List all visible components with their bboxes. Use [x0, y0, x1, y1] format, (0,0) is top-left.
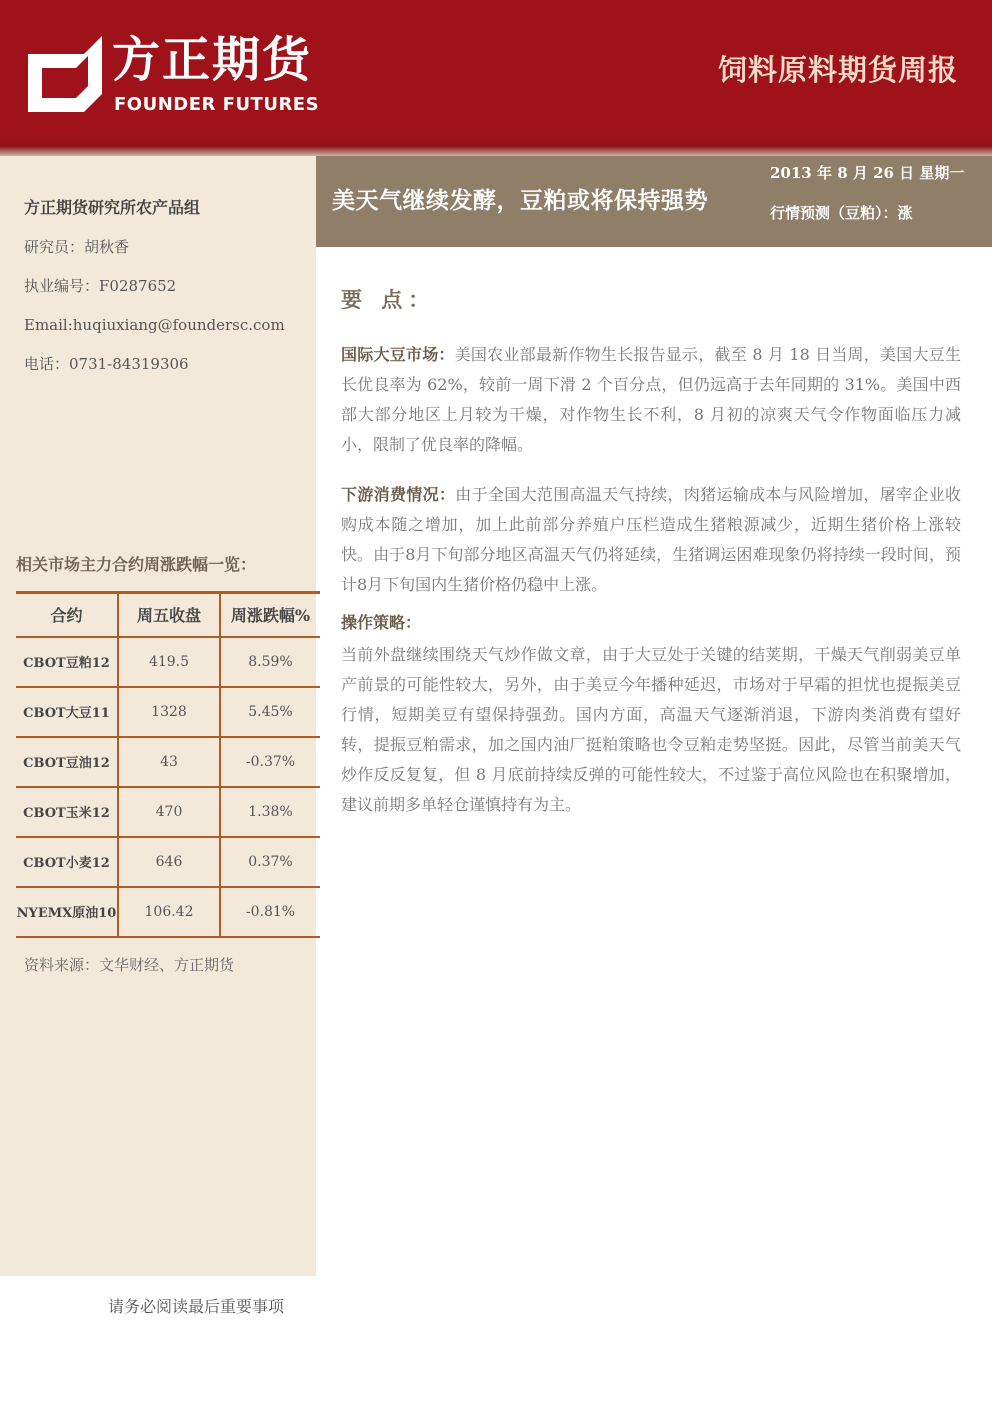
analyst-info [24, 196, 285, 391]
downstream-text: 由于全国大范围高温天气持续，肉猪运输成本与风险增加，屠宰企业收购成本随之增加，加上此前部分养殖户压栏造成生猪粮源减少，近期生猪价格上涨较快。由于8月下旬部分地区高温天气仍将延续，生猪调运困难现象仍将持续一段时间，预计8月下旬国内生猪价格仍稳中上涨。 [341, 485, 961, 594]
quotes-table [16, 591, 320, 938]
soybean-market-text: 美国农业部最新作物生长报告显示，截至 8 月 18 日当周，美国大豆生长优良率为 62%，较前一周下滑 2 个百分点，但仍远高于去年同期的 31%。美国中西部大部分地区上月较为干燥，对作物生长不利，8 月初的凉爽天气令作物面临压力减小，限制了优良率的降幅。 [341, 345, 961, 454]
close-price: 470 [118, 787, 220, 837]
close-price: 43 [118, 737, 220, 787]
founder-logo-icon [28, 36, 102, 112]
contract-name: CBOT大豆11 [16, 687, 118, 737]
analyst-name: 研究员：胡秋香 [24, 238, 130, 256]
main-content [341, 284, 961, 840]
contract-name: CBOT豆油12 [16, 737, 118, 787]
close-price: 106.42 [118, 887, 220, 937]
logo-english-name: FOUNDER FUTURES [114, 94, 320, 115]
market-forecast: 行情预测（豆粕）：涨 [770, 204, 913, 222]
close-price: 646 [118, 837, 220, 887]
column-header-change: 周涨跌幅% [220, 593, 320, 637]
table-row [16, 687, 320, 737]
contract-name: CBOT小麦12 [16, 837, 118, 887]
org-name: 方正期货研究所农产品组 [24, 198, 201, 217]
table-row [16, 837, 320, 887]
contract-name: CBOT玉米12 [16, 787, 118, 837]
email-address[interactable]: Email:huqiuxiang@foundersc.com [24, 316, 285, 334]
data-source: 资料来源：文华财经、方正期货 [24, 956, 235, 974]
phone-number: 电话：0731-84319306 [24, 355, 189, 373]
report-header [0, 0, 992, 156]
table-row [16, 637, 320, 687]
weekly-change: 1.38% [220, 787, 320, 837]
license-number: 执业编号：F0287652 [24, 277, 177, 295]
column-header-close: 周五收盘 [118, 593, 220, 637]
disclaimer-notice: 请务必阅读最后重要事项 [108, 1297, 285, 1316]
close-price: 419.5 [118, 637, 220, 687]
downstream-paragraph [341, 480, 961, 600]
soybean-market-paragraph [341, 340, 961, 460]
table-row [16, 737, 320, 787]
report-date: 2013 年 8 月 26 日 星期一 [770, 164, 965, 182]
report-name: 饲料原料期货周报 [717, 53, 958, 87]
table-row [16, 887, 320, 937]
weekly-change: 5.45% [220, 687, 320, 737]
title-bar [316, 156, 992, 247]
key-points-heading: 要 点： [341, 287, 436, 312]
strategy-heading: 操作策略： [341, 613, 422, 632]
table-header-row [16, 593, 320, 637]
header-divider [0, 146, 992, 156]
weekly-change: -0.81% [220, 887, 320, 937]
weekly-change: -0.37% [220, 737, 320, 787]
strategy-paragraph: 当前外盘继续围绕天气炒作做文章，由于大豆处于关键的结荚期，干燥天气削弱美豆单产前景的可能性较大，另外，由于美豆今年播种延迟，市场对于早霜的担忧也提振美豆行情，短期美豆有望保持强劲。国内方面，高温天气逐渐消退，下游肉类消费有望好转，提振豆粕需求，加之国内油厂挺粕策略也令豆粕走势坚挺。因此，尽管当前美天气炒作反反复复，但 8 月底前持续反弹的可能性较大，不过鉴于高位风险也在积聚增加，建议前期多单轻仓谨慎持有为主。 [341, 645, 961, 814]
table-row [16, 787, 320, 837]
weekly-change: 8.59% [220, 637, 320, 687]
downstream-lead: 下游消费情况： [341, 485, 456, 504]
logo-chinese-name: 方正期货 [112, 32, 313, 88]
contract-name: CBOT豆粕12 [16, 637, 118, 687]
contract-name: NYEMX原油10 [16, 887, 118, 937]
column-header-contract: 合约 [16, 593, 118, 637]
close-price: 1328 [118, 687, 220, 737]
quotes-table-title: 相关市场主力合约周涨跌幅一览： [16, 555, 257, 574]
soybean-market-lead: 国际大豆市场： [341, 345, 455, 364]
weekly-change: 0.37% [220, 837, 320, 887]
headline: 美天气继续发酵，豆粕或将保持强势 [332, 188, 708, 214]
